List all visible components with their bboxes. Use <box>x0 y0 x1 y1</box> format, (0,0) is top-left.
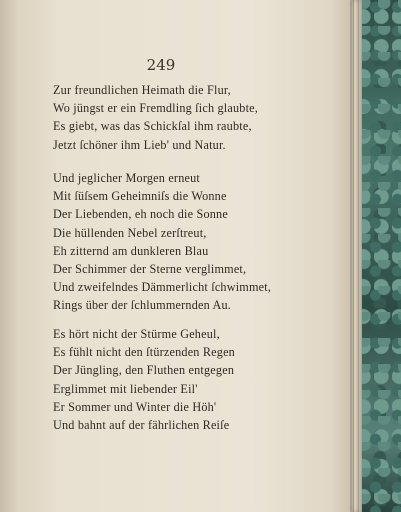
verse-line: Rings über der ſchlummernden Au. <box>53 298 232 313</box>
verse-line: Jetzt ſchöner ihm Lieb' und Natur. <box>53 137 226 152</box>
verse-line: Und zweifelndes Dämmerlicht ſchwimmet, <box>53 280 272 295</box>
verse-line: Die hüllenden Nebel zerſtreut, <box>53 225 207 240</box>
verse-line: Er Sommer und Winter die Höh' <box>53 399 217 414</box>
verse-line: Und bahnt auf der fährlichen Reiſe <box>53 417 230 432</box>
verse-line: Es hört nicht der Stürme Geheul, <box>53 327 220 341</box>
verse-line: Es fühlt nicht den ſtürzenden Regen <box>53 345 235 360</box>
verse-line: Erglimmet mit liebender Eil' <box>53 381 198 396</box>
verse-line: Der Liebenden, eh noch die Sonne <box>53 207 228 222</box>
stanza-3 <box>53 325 235 434</box>
verse-line: Und jeglicher Morgen erneut <box>53 171 200 185</box>
verse-line: Eh zitternd am dunkleren Blau <box>53 243 209 258</box>
page-number: 249 <box>146 56 176 74</box>
verse-line: Zur freundlichen Heimath die Flur, <box>53 83 231 97</box>
verse-line: Der Jüngling, den Fluthen entgegen <box>53 363 235 378</box>
stanza-2 <box>53 169 271 315</box>
verse-line: Der Schimmer der Sterne verglimmet, <box>53 261 247 276</box>
verse-line: Mit ſüſsem Geheimniſs die Wonne <box>53 189 227 204</box>
verse-line: Wo jüngst er ein Fremdling ſich glaubte, <box>53 101 259 116</box>
verse-line: Es giebt, was das Schickſal ihm raubte, <box>53 119 252 134</box>
stanza-1 <box>53 81 258 154</box>
